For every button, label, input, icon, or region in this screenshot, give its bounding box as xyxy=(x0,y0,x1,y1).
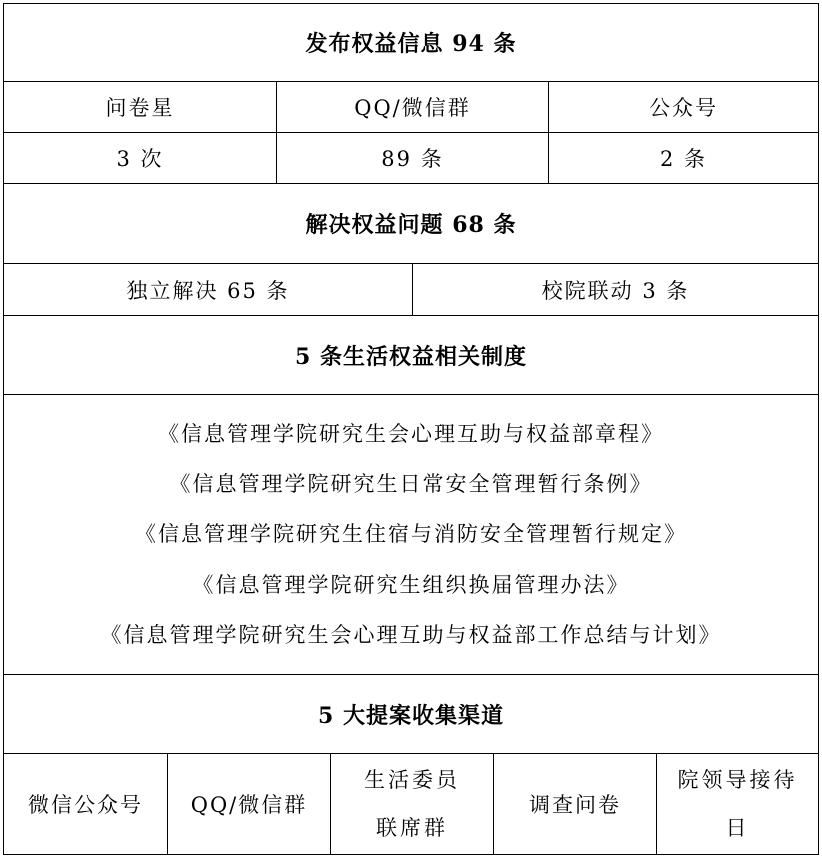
publish-value-qq-wechat: 89 条 xyxy=(276,133,548,183)
policy-item: 《信息管理学院研究生会心理互助与权益部工作总结与计划》 xyxy=(100,623,722,647)
resolve-item-independent: 独立解决 65 条 xyxy=(126,278,290,303)
publish-columns-row xyxy=(3,81,819,133)
publish-column-official-account: 公众号 xyxy=(548,82,818,132)
publish-title: 发布权益信息 94 条 xyxy=(305,31,517,57)
channel-qq-wechat-group: QQ/微信群 xyxy=(167,754,330,854)
channels-title-row xyxy=(3,674,819,754)
publish-column-wenjuanxing: 问卷星 xyxy=(105,96,175,120)
publish-title-row xyxy=(3,3,819,82)
policies-title-row xyxy=(3,315,819,395)
resolve-title-row xyxy=(3,183,819,264)
publish-value-wenjuanxing: 3 次 xyxy=(116,147,164,171)
policies-title: 5 条生活权益相关制度 xyxy=(295,343,527,370)
resolve-items-row xyxy=(3,263,819,316)
channels-title: 5 大提案收集渠道 xyxy=(318,702,504,729)
channel-life-committee-label: 生活委员联席群 xyxy=(364,768,460,840)
publish-values-row xyxy=(3,132,819,184)
resolve-title: 解决权益问题 68 条 xyxy=(305,212,517,238)
publish-value-official-account: 2 条 xyxy=(548,133,818,183)
policy-item: 《信息管理学院研究生住宿与消防安全管理暂行规定》 xyxy=(135,522,687,546)
publish-column-qq-wechat: QQ/微信群 xyxy=(276,82,548,132)
policy-item: 《信息管理学院研究生会心理互助与权益部章程》 xyxy=(158,422,664,446)
channel-leader-reception xyxy=(656,754,818,854)
channels-items-row xyxy=(3,753,819,855)
channel-survey: 调查问卷 xyxy=(493,754,656,854)
policy-item: 《信息管理学院研究生组织换届管理办法》 xyxy=(192,573,630,597)
policies-list xyxy=(3,394,819,675)
policy-item: 《信息管理学院研究生日常安全管理暂行条例》 xyxy=(169,472,653,496)
channel-leader-reception-label: 院领导接待日 xyxy=(677,768,798,840)
channel-life-committee xyxy=(330,754,493,854)
rights-summary-table xyxy=(3,3,819,855)
resolve-item-joint: 校院联动 3 条 xyxy=(412,264,818,315)
channel-wechat-official: 微信公众号 xyxy=(28,793,143,817)
